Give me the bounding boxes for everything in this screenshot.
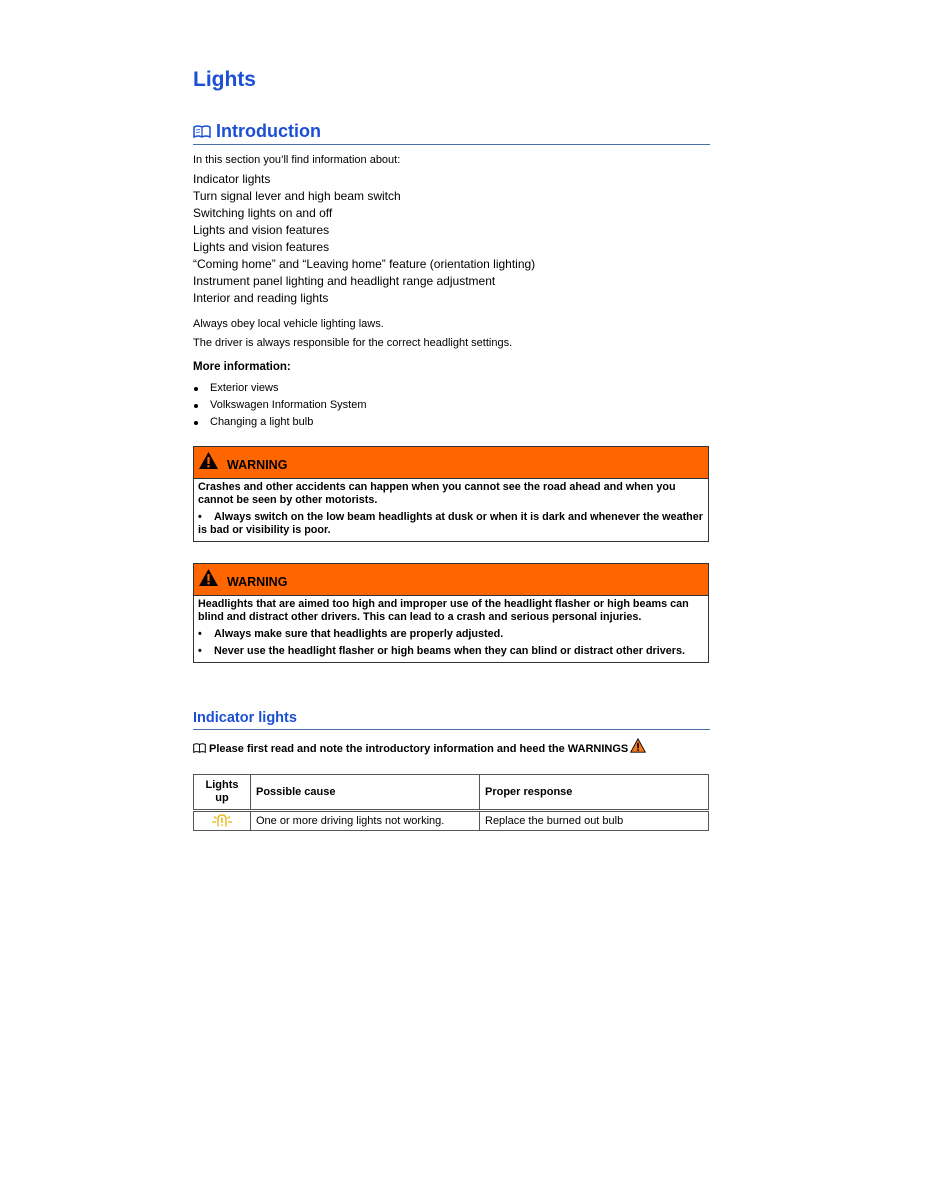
- bullet-glyph: •: [198, 511, 202, 523]
- warning-bullet: [198, 628, 703, 641]
- more-info-link[interactable]: [193, 380, 367, 397]
- driver-responsibility-text: The driver is always responsible for the correct headlight settings.: [193, 337, 513, 349]
- indicator-table: [193, 774, 709, 831]
- col-header-possible-cause: Possible cause: [251, 775, 480, 811]
- topic-link[interactable]: Lights and vision features: [193, 240, 330, 254]
- warning-text: Crashes and other accidents can happen when you cannot see the road ahead and when you cannot be seen by other motorists.: [198, 481, 676, 506]
- intro-lead-text: In this section you’ll find information about:: [193, 154, 401, 166]
- indicator-lights-title: Indicator lights: [193, 710, 297, 726]
- proper-response-cell: Replace the burned out bulb: [480, 811, 709, 831]
- more-info-heading: More information:: [193, 361, 291, 373]
- possible-cause-cell: One or more driving lights not working.: [251, 811, 480, 831]
- topic-link[interactable]: Turn signal lever and high beam switch: [193, 189, 401, 203]
- warning-triangle-icon: [198, 568, 219, 587]
- col-header-proper-response: Proper response: [480, 775, 709, 811]
- intro-note[interactable]: [193, 738, 646, 758]
- topic-link[interactable]: “Coming home” and “Leaving home” feature (orientation lighting): [193, 257, 536, 271]
- page-title: Lights: [193, 68, 256, 91]
- warning-text: Headlights that are aimed too high and improper use of the headlight flasher or high beams can blind and distract other drivers. This can lead to a crash and serious personal injuries.: [198, 598, 689, 623]
- warning-triangle-icon: [630, 738, 646, 753]
- bullet-dot: [194, 421, 198, 425]
- warning-bullet: [198, 645, 703, 658]
- bulb-failure-icon: [211, 814, 233, 828]
- bullet-glyph: •: [198, 628, 202, 640]
- warning-header: [194, 447, 708, 479]
- warning-body: [194, 479, 708, 541]
- topic-link[interactable]: Interior and reading lights: [193, 291, 329, 305]
- warning-body: [194, 596, 708, 662]
- col-header-lights-up: Lights up: [194, 775, 251, 811]
- more-info-link[interactable]: [193, 397, 367, 414]
- book-icon: [193, 125, 211, 138]
- more-info-list: [193, 380, 367, 431]
- warning-label: WARNING: [227, 575, 288, 589]
- warning-bullet-text: Always switch on the low beam headlights at dusk or when it is dark and whenever the weather is bad or visibility is poor.: [198, 511, 703, 536]
- introduction-title: Introduction: [216, 121, 321, 141]
- topic-list: [193, 171, 535, 307]
- more-info-link[interactable]: [193, 414, 367, 431]
- topic-link[interactable]: Lights and vision features: [193, 223, 330, 237]
- lighting-laws-text: Always obey local vehicle lighting laws.: [193, 318, 384, 330]
- warning-bullet-text: Always make sure that headlights are properly adjusted.: [214, 628, 504, 640]
- indicator-lights-heading: [193, 708, 710, 730]
- more-info-label: Volkswagen Information System: [210, 399, 367, 411]
- lights-up-cell: [194, 811, 251, 831]
- table-row: [194, 811, 709, 831]
- bullet-dot: [194, 404, 198, 408]
- more-info-label: Changing a light bulb: [210, 416, 314, 428]
- warning-bullet-text: Never use the headlight flasher or high beams when they can blind or distract other drivers.: [214, 645, 685, 657]
- introduction-heading: [193, 120, 710, 145]
- warning-header: [194, 564, 708, 596]
- warning-box: [193, 563, 709, 663]
- warning-bullet: [198, 511, 703, 537]
- table-header-row: [194, 775, 709, 811]
- warning-box: [193, 446, 709, 542]
- intro-note-text: Please first read and note the introductory information and heed the WARNINGS: [209, 743, 629, 755]
- book-icon: [193, 743, 206, 753]
- warning-label: WARNING: [227, 458, 288, 472]
- topic-link[interactable]: Indicator lights: [193, 172, 271, 186]
- warning-triangle-icon: [198, 451, 219, 470]
- topic-link[interactable]: Switching lights on and off: [193, 206, 333, 220]
- bullet-dot: [194, 387, 198, 391]
- more-info-label: Exterior views: [210, 382, 279, 394]
- bullet-glyph: •: [198, 645, 202, 657]
- topic-link[interactable]: Instrument panel lighting and headlight range adjustment: [193, 274, 496, 288]
